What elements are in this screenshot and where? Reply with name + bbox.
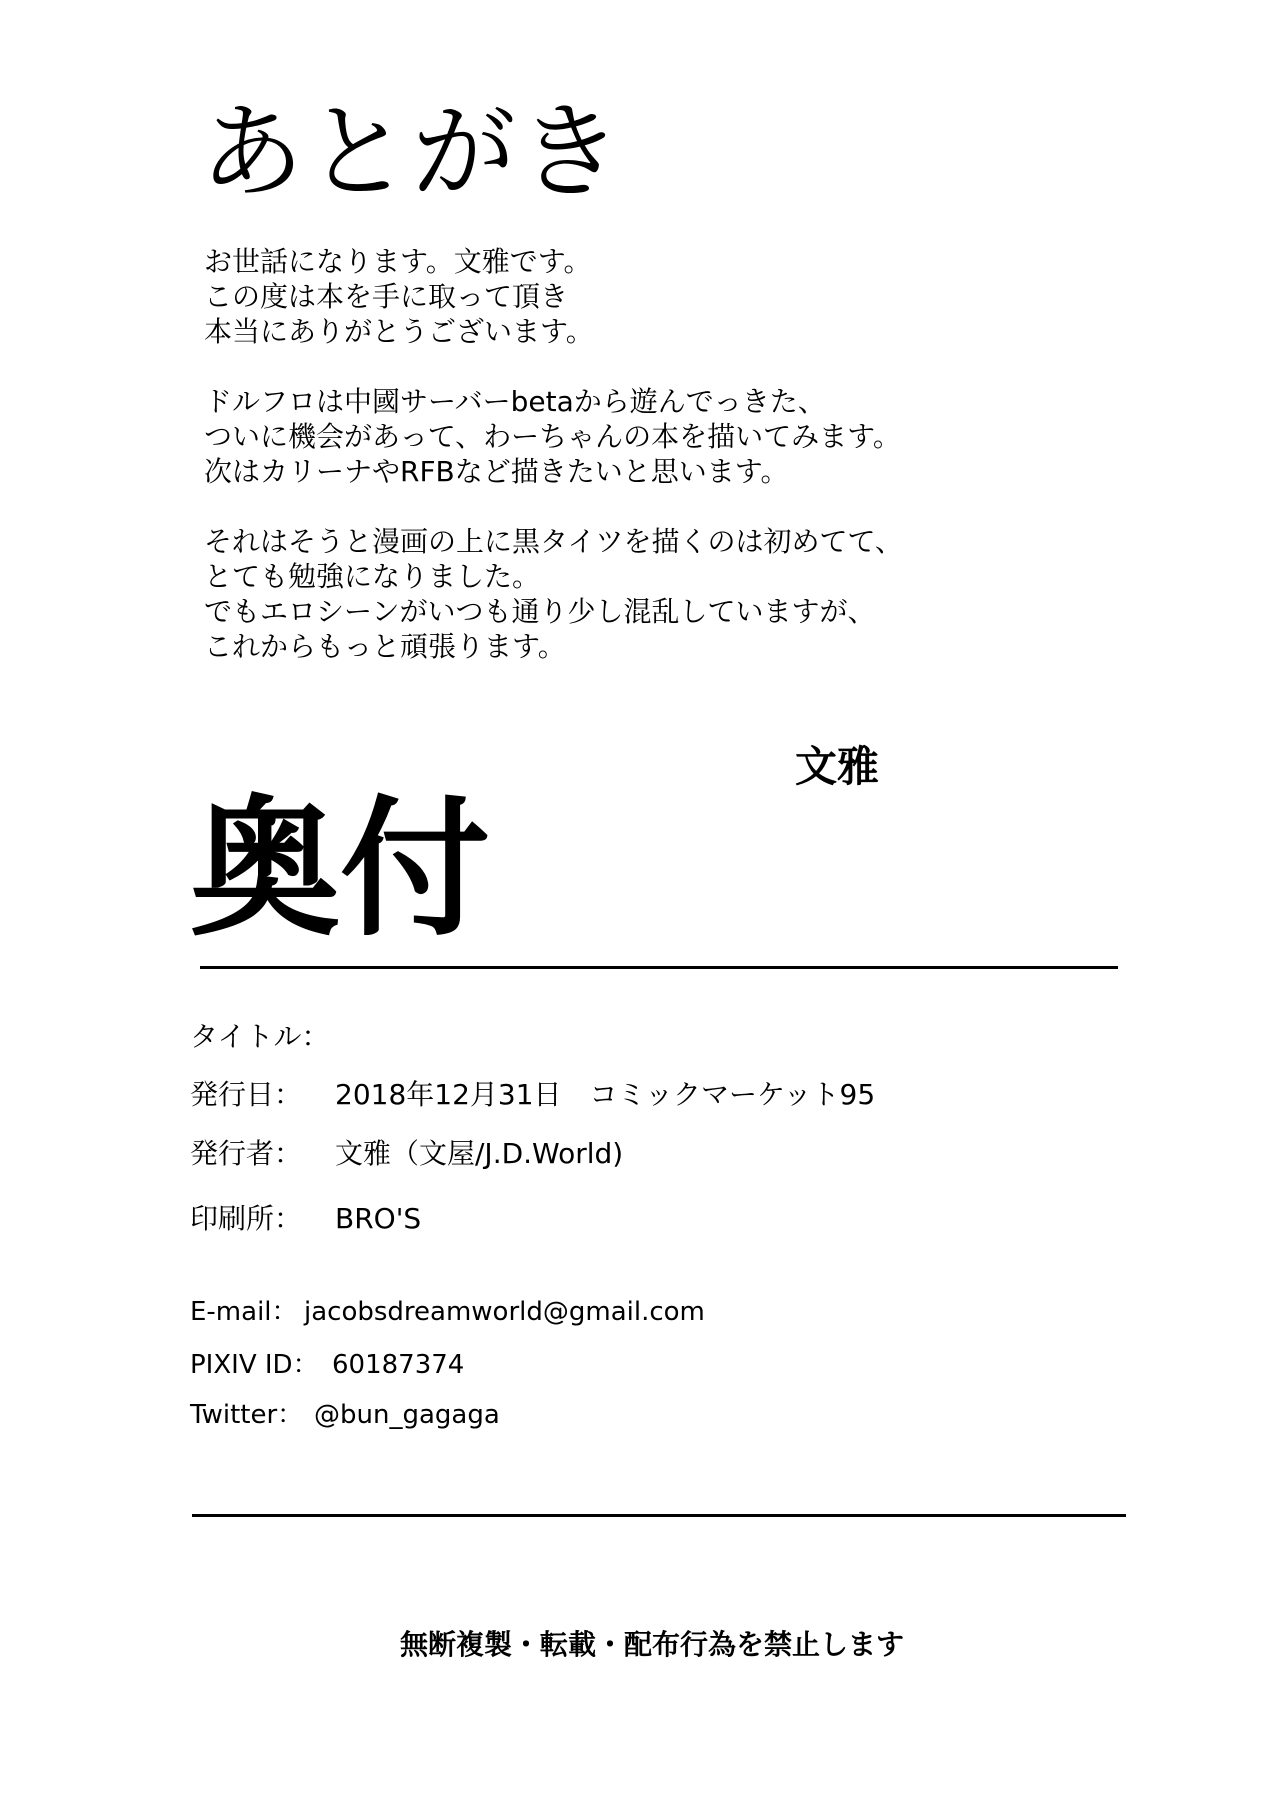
afterword-paragraph [204,244,903,349]
field-date-label: 発行日： [190,1078,303,1111]
field-publisher-label: 発行者： [190,1137,303,1170]
field-twitter-value: @bun_gagaga [314,1400,500,1430]
field-twitter-label: Twitter： [190,1400,304,1430]
field-printer-value: BRO'S [335,1202,422,1235]
field-date-value: 2018年12月31日 コミックマーケット95 [335,1078,876,1111]
afterword-line: でもエロシーンがいつも通り少し混乱していますが、 [204,595,876,628]
colophon-title: 奥付 [190,783,491,957]
author-signature: 文雅 [795,742,880,791]
afterword-line: お世話になります。文雅です。 [204,245,592,278]
copyright-notice: 無断複製・転載・配布行為を禁止します [400,1628,905,1661]
afterword-paragraph [204,384,903,489]
afterword-line: これからもっと頑張ります。 [204,630,566,663]
afterword-title: あとがき [200,91,625,213]
afterword-paragraph [204,524,903,664]
field-pixiv-label: PIXIV ID： [190,1350,319,1380]
field-printer-label: 印刷所： [190,1202,303,1235]
divider-top [200,966,1118,969]
afterword-line: ドルフロは中國サーバーbetaから遊んでっきた、 [204,385,826,418]
field-title-label: タイトル： [190,1020,330,1053]
field-pixiv-value: 60187374 [332,1350,465,1380]
field-email-label: E-mail： [190,1297,298,1327]
afterword-line: 次はカリーナやRFBなど描きたいと思います。 [204,455,789,488]
field-publisher-value: 文雅（文屋/J.D.World) [335,1137,624,1170]
divider-bottom [192,1514,1126,1517]
afterword-line: ついに機会があって、わーちゃんの本を描いてみます。 [204,420,901,453]
afterword-line: とても勉強になりました。 [204,560,541,593]
field-email-value: jacobsdreamworld@gmail.com [304,1297,705,1327]
afterword-line: 本当にありがとうございます。 [204,315,594,348]
afterword-line: この度は本を手に取って頂き [204,280,569,313]
afterword-body [204,244,903,699]
afterword-line: それはそうと漫画の上に黒タイツを描くのは初めてて、 [204,525,903,558]
